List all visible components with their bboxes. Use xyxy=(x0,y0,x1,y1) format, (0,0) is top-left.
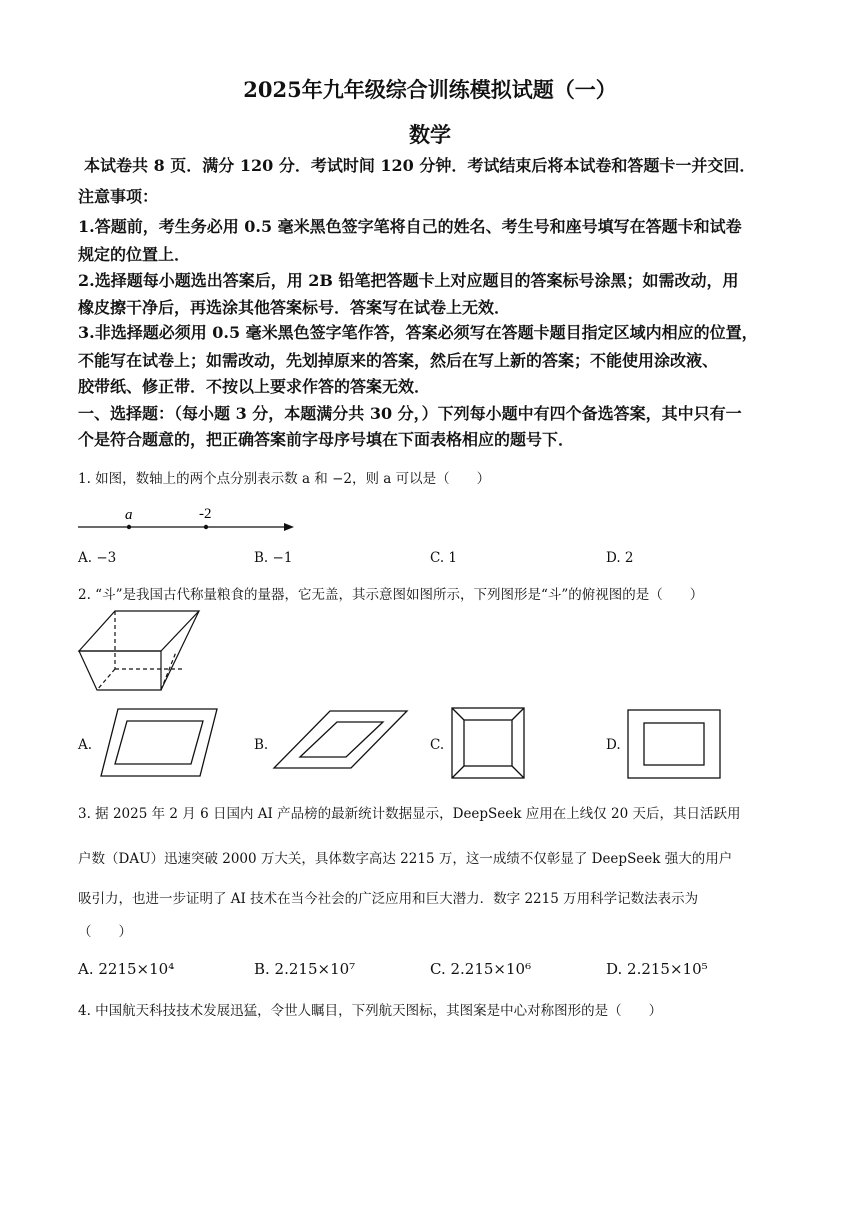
point-a-label: a xyxy=(125,507,133,523)
exam-title: 2025年九年级综合训练模拟试题（一） xyxy=(243,77,617,102)
notice-item-3-line-3: 胶带纸、修正带．不按以上要求作答的答案无效． xyxy=(78,377,431,396)
q2-option-d-figure xyxy=(627,709,721,779)
q2-option-c-figure xyxy=(451,707,525,779)
dou-container-figure xyxy=(78,610,202,696)
q1-option-c: C. 1 xyxy=(430,550,458,566)
notice-item-2-line-1: 2.选择题每小题选出答案后，用 2B 铅笔把答题卡上对应题目的答案标号涂黑；如需改动，用 xyxy=(78,271,739,290)
q1-option-b: B. −1 xyxy=(254,550,293,566)
exam-info-line: 本试卷共 8 页．满分 120 分．考试时间 120 分钟．考试结束后将本试卷和答题卡一并交回． xyxy=(84,156,756,175)
subject-title: 数学 xyxy=(409,122,451,147)
notice-title: 注意事项： xyxy=(78,187,159,206)
section-heading-line-2: 个是符合题意的，把正确答案前字母序号填在下面表格相应的题号下． xyxy=(78,430,575,449)
point-a-dot xyxy=(127,525,131,529)
point-neg2-label: -2 xyxy=(199,506,212,522)
q2-option-c-label: C. xyxy=(430,737,445,753)
q2-option-d-label: D. xyxy=(606,737,621,753)
notice-item-1-line-1: 1.答题前，考生务必用 0.5 毫米黑色签字笔将自己的姓名、考生号和座号填写在答题卡和试卷 xyxy=(78,217,742,236)
q2-option-a-figure xyxy=(100,708,218,778)
q3-option-d: D. 2.215×10⁵ xyxy=(606,960,708,978)
q1-option-a: A. −3 xyxy=(78,550,117,566)
question-3-line-2: 户数（DAU）迅速突破 2000 万大关，具体数字高达 2215 万，这一成绩不仅彰显了 DeepSeek 强大的用户 xyxy=(78,851,733,867)
q2-option-b-figure xyxy=(273,710,409,770)
notice-item-1-line-2: 规定的位置上． xyxy=(78,245,191,264)
question-3-line-1: 3. 据 2025 年 2 月 6 日国内 AI 产品榜的最新统计数据显示，DeepSeek 应用在上线仅 20 天后，其日活跃用 xyxy=(78,806,741,822)
section-heading-line-1: 一、选择题：（每小题 3 分，本题满分共 30 分，）下列每小题中有四个备选答案，其中只有一 xyxy=(78,404,742,423)
question-4-text: 4. 中国航天科技技术发展迅猛，令世人瞩目，下列航天图标，其图案是中心对称图形的是（ ） xyxy=(78,1003,663,1019)
q1-option-d: D. 2 xyxy=(606,550,634,566)
question-1-text: 1. 如图，数轴上的两个点分别表示数 a 和 −2，则 a 可以是（ ） xyxy=(78,471,491,487)
notice-item-3-line-1: 3.非选择题必须用 0.5 毫米黑色签字笔作答，答案必须写在答题卡题目指定区域内相应的位置， xyxy=(78,323,758,342)
question-2-text: 2. “斗”是我国古代称量粮食的量器，它无盖，其示意图如图所示，下列图形是“斗”的俯视图的是（ ） xyxy=(78,587,704,603)
number-line-arrow xyxy=(284,523,294,531)
question-3-line-3: 吸引力，也进一步证明了 AI 技术在当今社会的广泛应用和巨大潜力．数字 2215 万用科学记数法表示为 xyxy=(78,891,699,907)
question-3-line-4: （ ） xyxy=(78,924,132,940)
point-neg2-dot xyxy=(204,525,208,529)
q3-option-a: A. 2215×10⁴ xyxy=(78,960,175,978)
q3-option-c: C. 2.215×10⁶ xyxy=(430,960,532,978)
notice-item-3-line-2: 不能写在试卷上；如需改动，先划掉原来的答案，然后在写上新的答案；不能使用涂改液、 xyxy=(78,351,719,370)
notice-item-2-line-2: 橡皮擦干净后，再选涂其他答案标号．答案写在试卷上无效． xyxy=(78,298,511,317)
q2-option-b-label: B. xyxy=(254,737,269,753)
number-line-figure xyxy=(78,503,298,537)
q3-option-b: B. 2.215×10⁷ xyxy=(254,960,356,978)
q2-option-a-label: A. xyxy=(78,737,93,753)
